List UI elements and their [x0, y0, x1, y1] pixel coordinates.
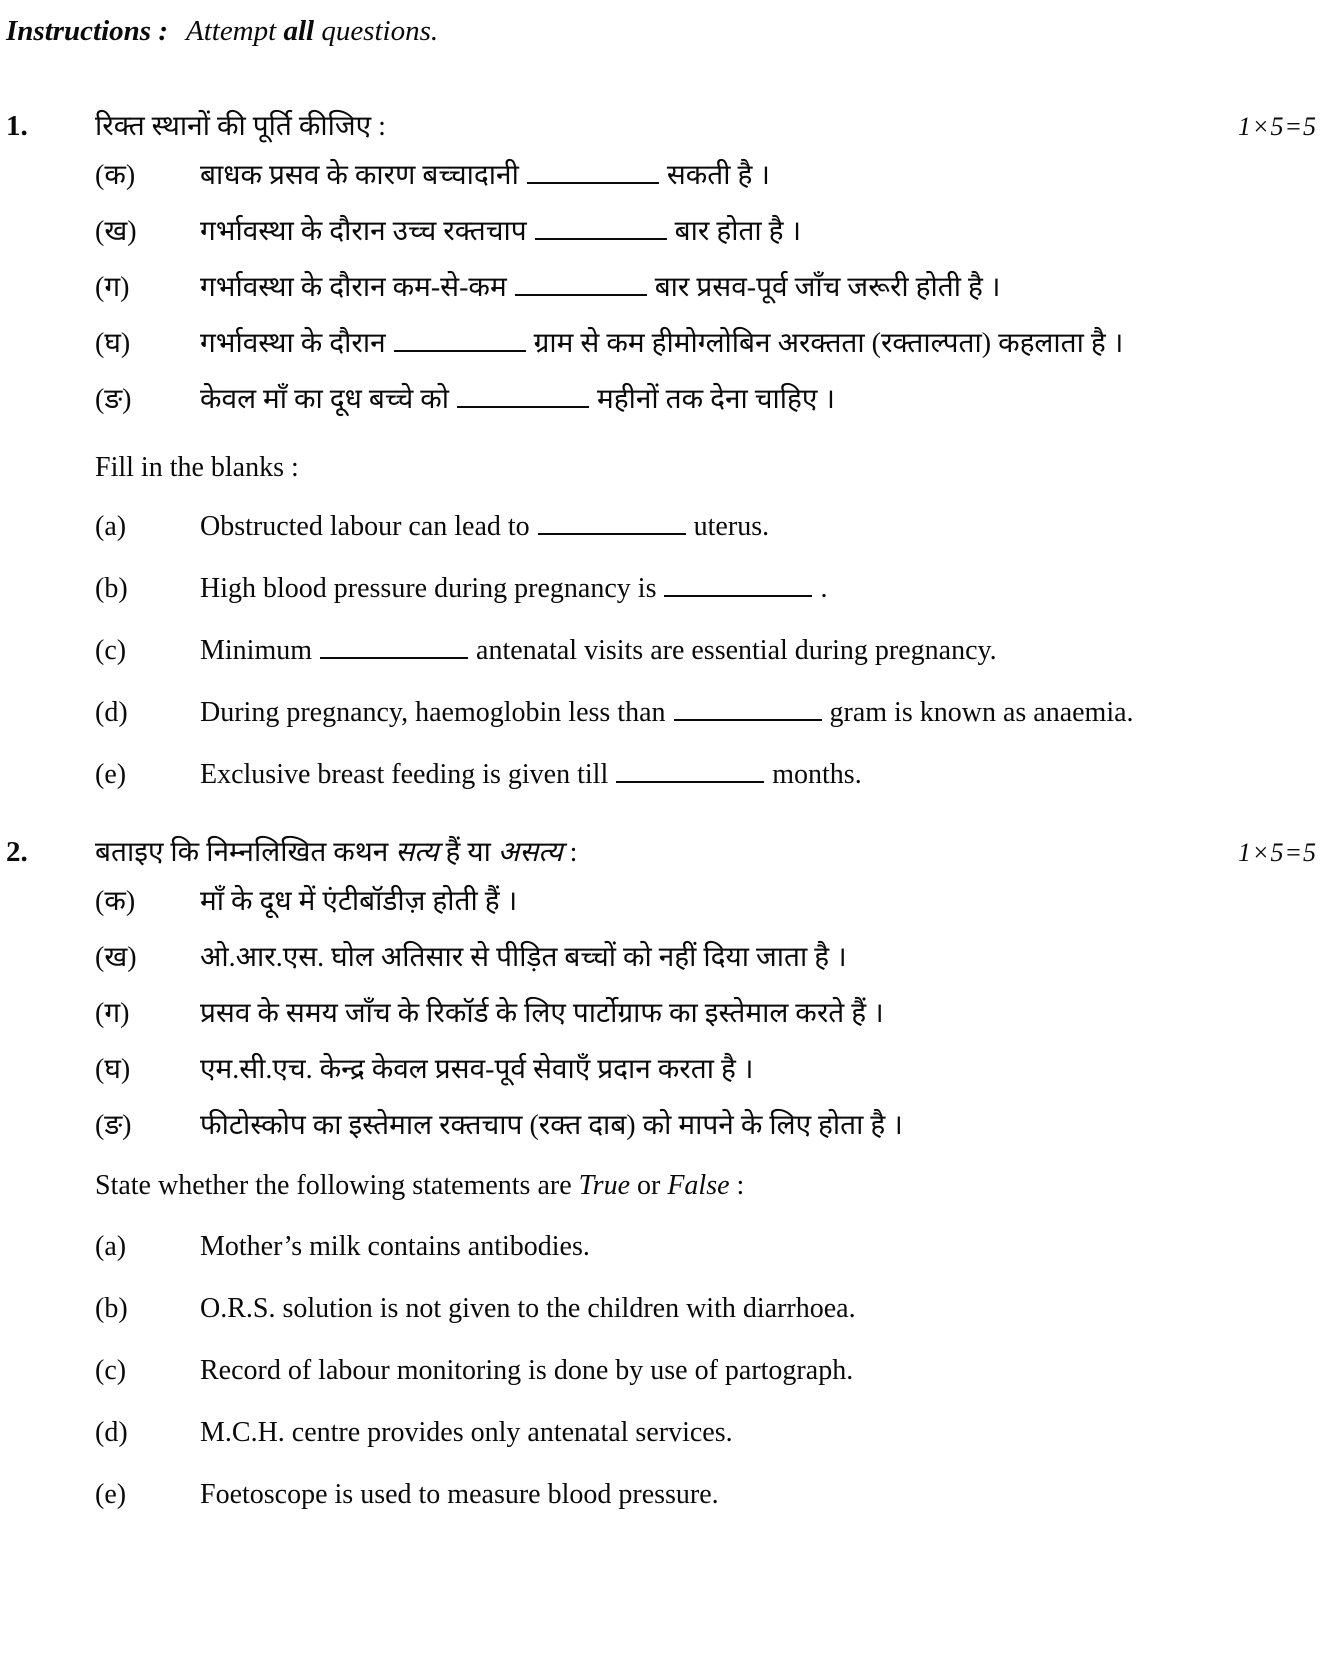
- question-2-english-items: [95, 1222, 1243, 1520]
- item-label: (b): [95, 573, 128, 604]
- list-item: [95, 1408, 1243, 1458]
- item-text: फीटोस्कोप का इस्तेमाल रक्तचाप (रक्त दाब) को मापने के लिए होता है ।: [200, 1110, 903, 1141]
- question-2-hindi-title: बताइए कि निम्नलिखित कथन सत्य हैं या असत्य :: [95, 837, 578, 868]
- item-text: Record of labour monitoring is done by use of partograph.: [200, 1355, 854, 1386]
- item-label: (b): [95, 1293, 128, 1324]
- item-text: Exclusive breast feeding is given till months.: [200, 759, 862, 790]
- fill-blank: [664, 593, 812, 597]
- instructions-label: Instructions :: [6, 15, 168, 47]
- item-text: गर्भावस्था के दौरान ग्राम से कम हीमोग्लोबिन अरक्तता (रक्ताल्पता) कहलाता है ।: [200, 328, 1124, 359]
- list-item: [95, 750, 1243, 800]
- question-1-english-title: Fill in the blanks :: [95, 452, 299, 483]
- item-label: (ग): [95, 272, 130, 303]
- item-label: (d): [95, 697, 128, 728]
- item-label: (क): [95, 160, 136, 191]
- list-item: [95, 688, 1243, 738]
- question-1-number: 1.: [6, 110, 28, 142]
- item-label: (ङ): [95, 1110, 132, 1141]
- item-text: Mother’s milk contains antibodies.: [200, 1231, 590, 1262]
- fill-blank: [394, 348, 526, 352]
- item-label: (घ): [95, 328, 131, 359]
- item-text: माँ के दूध में एंटीबॉडीज़ होती हैं ।: [200, 886, 518, 917]
- item-text: O.R.S. solution is not given to the children with diarrhoea.: [200, 1293, 856, 1324]
- item-label: (घ): [95, 1054, 131, 1085]
- list-item: [95, 564, 1243, 614]
- item-text: Minimum antenatal visits are essential during pregnancy.: [200, 635, 997, 666]
- fill-blank: [457, 404, 589, 408]
- list-item: [95, 1346, 1243, 1396]
- instructions-text-post: questions.: [321, 15, 439, 47]
- question-2-number: 2.: [6, 836, 28, 868]
- item-label: (a): [95, 1231, 127, 1262]
- item-text: बाधक प्रसव के कारण बच्चादानी सकती है ।: [200, 160, 770, 191]
- list-item: [95, 151, 1243, 200]
- item-label: (a): [95, 511, 127, 542]
- item-label: (e): [95, 759, 127, 790]
- instructions-text-bold: all: [283, 15, 315, 47]
- question-2: [0, 828, 1323, 1520]
- instructions-text-pre: Attempt: [185, 15, 277, 47]
- item-text: प्रसव के समय जाँच के रिकॉर्ड के लिए पार्टोग्राफ का इस्तेमाल करते हैं ।: [200, 998, 884, 1029]
- fill-blank: [616, 779, 764, 783]
- list-item: [95, 1222, 1243, 1272]
- item-text: एम.सी.एच. केन्द्र केवल प्रसव-पूर्व सेवाएँ प्रदान करता है ।: [200, 1054, 754, 1085]
- item-label: (c): [95, 1355, 127, 1386]
- list-item: [95, 989, 1243, 1038]
- item-text: Obstructed labour can lead to uterus.: [200, 511, 770, 542]
- item-text: गर्भावस्था के दौरान उच्च रक्तचाप बार होता है ।: [200, 216, 802, 247]
- question-1-hindi-title: रिक्त स्थानों की पूर्ति कीजिए :: [95, 111, 386, 142]
- item-text: केवल माँ का दूध बच्चे को महीनों तक देना चाहिए ।: [200, 384, 836, 415]
- question-1: [0, 102, 1323, 800]
- item-label: (ङ): [95, 384, 132, 415]
- question-1-english-items: [95, 502, 1243, 800]
- fill-blank: [320, 655, 468, 659]
- item-label: (ख): [95, 942, 137, 973]
- question-2-hindi-items: [95, 877, 1243, 1150]
- instructions-line: [0, 10, 1323, 52]
- fill-blank: [535, 236, 667, 240]
- fill-blank: [527, 180, 659, 184]
- list-item: [95, 1470, 1243, 1520]
- fill-blank: [515, 292, 647, 296]
- item-label: (d): [95, 1417, 128, 1448]
- question-1-heading: [0, 102, 1323, 151]
- list-item: [95, 319, 1243, 368]
- list-item: [95, 375, 1243, 424]
- item-text: High blood pressure during pregnancy is .: [200, 573, 828, 604]
- list-item: [95, 263, 1243, 312]
- question-2-marks: 1×5=5: [1237, 838, 1317, 867]
- item-label: (ख): [95, 216, 137, 247]
- question-2-english-title: State whether the following statements are True or False :: [95, 1170, 745, 1201]
- item-label: (ग): [95, 998, 130, 1029]
- list-item: [95, 207, 1243, 256]
- item-text: M.C.H. centre provides only antenatal services.: [200, 1417, 733, 1448]
- item-text: गर्भावस्था के दौरान कम-से-कम बार प्रसव-पूर्व जाँच जरूरी होती है ।: [200, 272, 1001, 303]
- list-item: [95, 1045, 1243, 1094]
- item-label: (c): [95, 635, 127, 666]
- item-text: During pregnancy, haemoglobin less than gram is known as anaemia.: [200, 697, 1134, 728]
- list-item: [95, 877, 1243, 926]
- item-text: ओ.आर.एस. घोल अतिसार से पीड़ित बच्चों को नहीं दिया जाता है ।: [200, 942, 847, 973]
- list-item: [95, 1101, 1243, 1150]
- fill-blank: [538, 531, 686, 535]
- list-item: [95, 1284, 1243, 1334]
- question-1-hindi-items: [95, 151, 1243, 424]
- item-text: Foetoscope is used to measure blood pressure.: [200, 1479, 719, 1510]
- list-item: [95, 502, 1243, 552]
- fill-blank: [674, 717, 822, 721]
- item-label: (e): [95, 1479, 127, 1510]
- list-item: [95, 933, 1243, 982]
- item-label: (क): [95, 886, 136, 917]
- question-2-heading: [0, 828, 1323, 877]
- question-1-marks: 1×5=5: [1237, 112, 1317, 141]
- list-item: [95, 626, 1243, 676]
